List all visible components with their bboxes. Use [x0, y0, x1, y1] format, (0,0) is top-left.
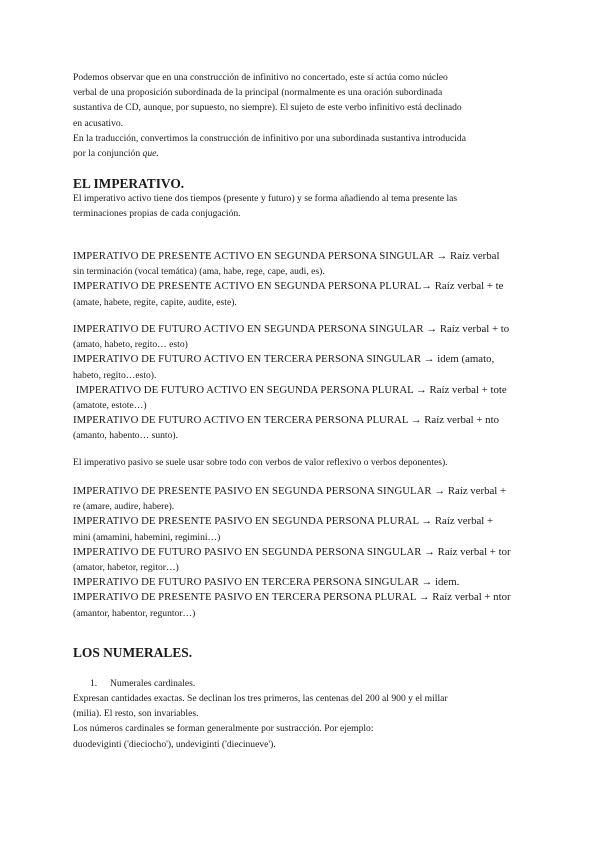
text-line: Los números cardinales se forman generalmente por sustracción. Por ejemplo: [73, 723, 374, 735]
example-line: (amanto, habento… sunto). [73, 430, 178, 442]
activo-futuro-block [73, 322, 533, 444]
pasivo-block [73, 484, 533, 621]
example-line: re (amare, audire, habere). [73, 501, 175, 513]
example-line: (amate, habete, regite, capite, audite, este). [73, 296, 237, 308]
text-line: sustantiva de CD, aunque, por supuesto, no siempre). El sujeto de este verbo infinitivo está declinado [73, 102, 462, 114]
text-line: verbal de una proposición subordinada de la principal (normalmente es una oración subordinada [73, 87, 443, 99]
imperativo-intro [73, 191, 533, 221]
text-fragment: por la conjunción [73, 148, 143, 160]
example-line: habeto, regito…esto). [73, 369, 157, 381]
rule-line: IMPERATIVO DE FUTURO ACTIVO EN SEGUNDA PERSONA PLURAL → Raíz verbal + tote [73, 383, 507, 396]
text-line: duodeviginti ('dieciocho'), undeviginti ('diecinueve'). [73, 738, 276, 750]
list-number: 1. [90, 678, 98, 689]
text-line: (milia). El resto, son invariables. [73, 708, 199, 720]
example-line: (amantor, habentor, reguntor…) [73, 607, 196, 619]
rule-line: IMPERATIVO DE FUTURO ACTIVO EN TERCERA PERSONA SINGULAR → idem (amato, [73, 353, 495, 366]
text-line: Expresan cantidades exactas. Se declinan los tres primeros, las centenas del 200 al 900 y el millar [73, 693, 448, 704]
rule-line: IMPERATIVO DE FUTURO ACTIVO EN SEGUNDA PERSONA SINGULAR → Raíz verbal + to [73, 323, 510, 335]
rule-line: IMPERATIVO DE PRESENTE PASIVO EN SEGUNDA PERSONA SINGULAR → Raíz verbal + [73, 485, 507, 497]
text-line: Podemos observar que en una construcción de infinitivo no concertado, este sí actúa como núcleo [73, 72, 448, 83]
pasivo-note: El imperativo pasivo se suele usar sobre todo con verbos de valor reflexivo o verbos deponentes). [73, 457, 448, 468]
rule-line: IMPERATIVO DE PRESENTE ACTIVO EN SEGUNDA PERSONA SINGULAR → Raíz verbal [73, 250, 500, 262]
example-line: (amator, habetor, regitor…) [73, 562, 179, 574]
example-line: (amato, habeto, regito… esto) [73, 339, 188, 351]
rule-line: IMPERATIVO DE FUTURO PASIVO EN SEGUNDA PERSONA SINGULAR → Raíz verbal + tor [73, 545, 511, 558]
rule-line: IMPERATIVO DE PRESENTE PASIVO EN TERCERA PERSONA PLURAL → Raíz verbal + ntor [73, 591, 511, 604]
text-line: En la traducción, convertimos la construcción de infinitivo por una subordinada sustantiva introducida [73, 132, 466, 144]
section-heading-imperativo: EL IMPERATIVO. [73, 176, 185, 191]
text-line: terminaciones propias de cada conjugación. [73, 208, 241, 220]
example-line: mini (amamini, habemini, regimini…) [73, 531, 221, 543]
example-line: (amatote, estote…) [73, 400, 147, 412]
text-line: en acusativo. [73, 117, 124, 129]
rule-line: IMPERATIVO DE FUTURO PASIVO EN TERCERA PERSONA SINGULAR → idem. [73, 576, 460, 589]
numbered-list-item [90, 676, 550, 691]
rule-line: IMPERATIVO DE PRESENTE PASIVO EN SEGUNDA PERSONA PLURAL → Raíz verbal + [73, 515, 494, 528]
text-line [73, 146, 533, 161]
rule-line: IMPERATIVO DE FUTURO ACTIVO EN TERCERA PERSONA PLURAL → Raíz verbal + nto [73, 414, 499, 427]
rule-line: IMPERATIVO DE PRESENTE ACTIVO EN SEGUNDA PERSONA PLURAL→ Raíz verbal + te [73, 280, 504, 293]
list-item-label: Numerales cardinales. [110, 678, 196, 689]
italic-word: que. [142, 148, 159, 160]
intro-paragraph [73, 70, 533, 161]
numerales-paragraph [73, 691, 533, 752]
text-line: El imperativo activo tiene dos tiempos (presente y futuro) y se forma añadiendo al tema presente las [73, 193, 458, 204]
activo-presente-block [73, 249, 533, 310]
section-heading-numerales: LOS NUMERALES. [73, 645, 193, 660]
example-line: sin terminación (vocal temática) (ama, habe, rege, cape, audi, es). [73, 266, 325, 278]
